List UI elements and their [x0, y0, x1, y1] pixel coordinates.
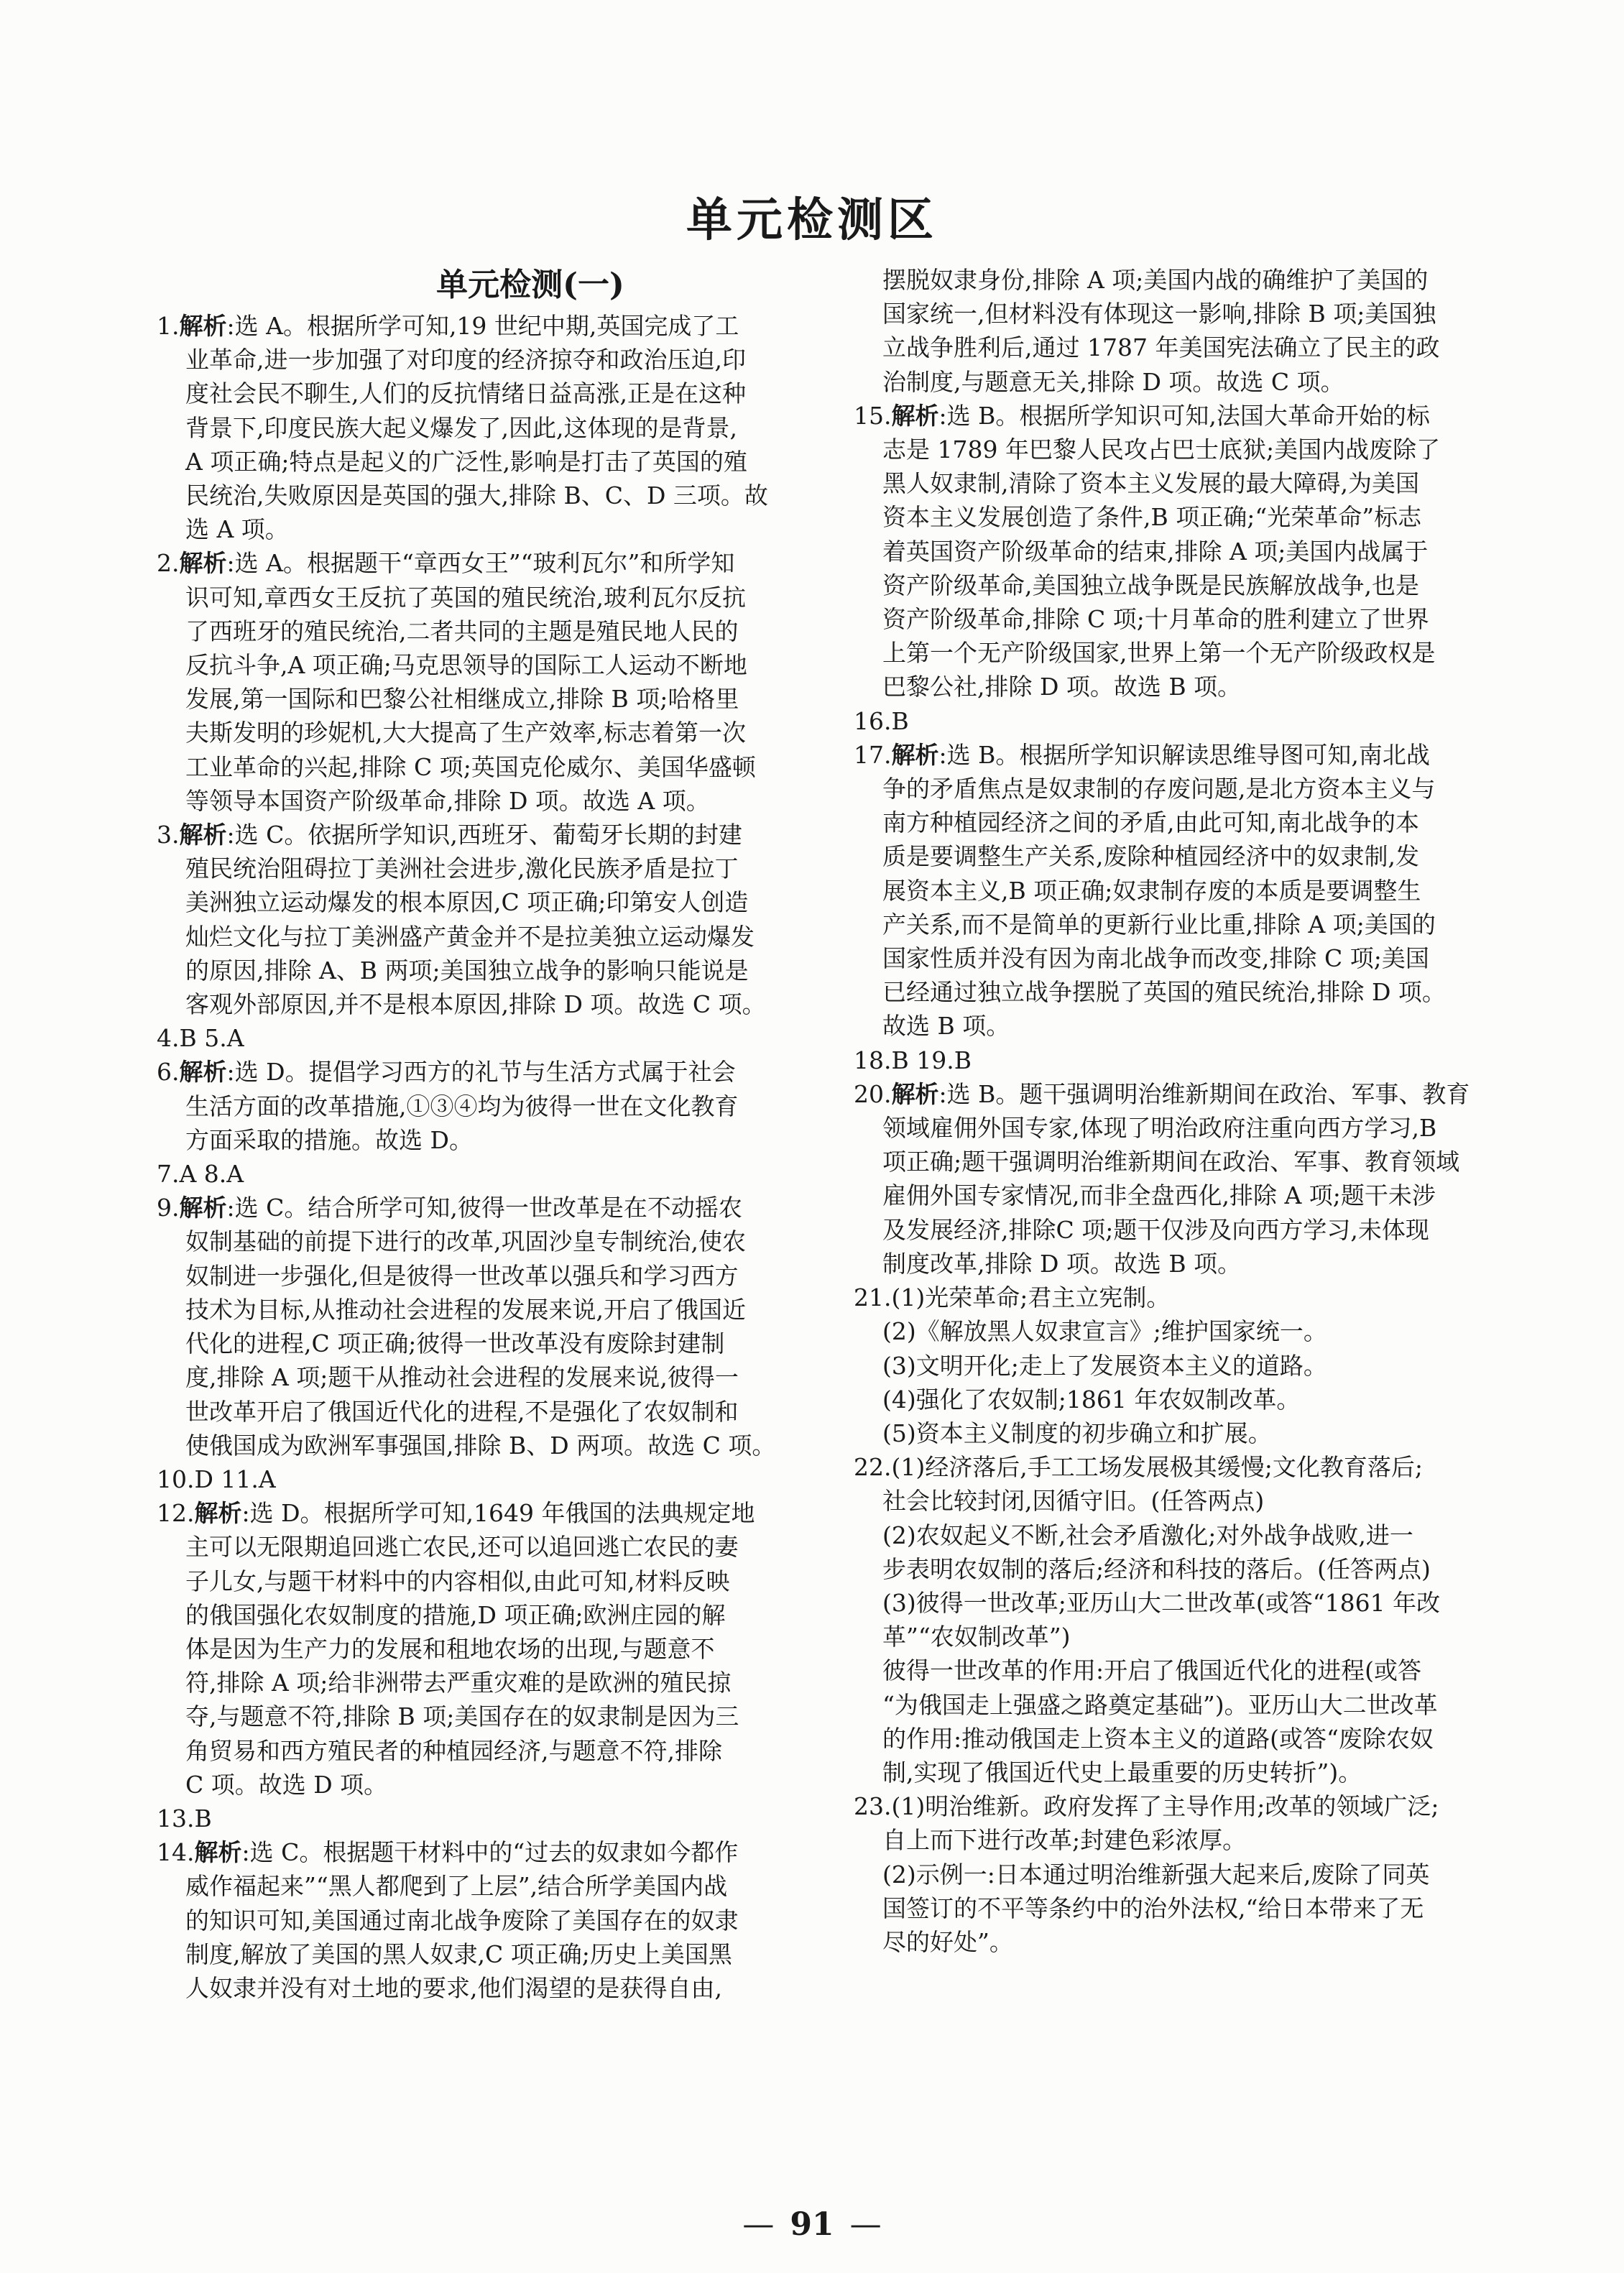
section-title: 单元检测(一) [436, 267, 624, 303]
text-line: 质是要调整生产关系,废除种植园经济中的奴隶制,发 [882, 842, 1419, 871]
text-line: 民统治,失败原因是英国的强大,排除 B、C、D 三项。故 [185, 481, 768, 510]
text-line: 立战争胜利后,通过 1787 年美国宪法确立了民主的政 [882, 333, 1440, 362]
text-line: 背景下,印度民族大起义爆发了,因此,这体现的是背景, [185, 413, 737, 442]
text-line: 制度,解放了美国的黑人奴隶,C 项正确;历史上美国黑 [185, 1940, 732, 1968]
text-line: (5)资本主义制度的初步确立和扩展。 [882, 1419, 1272, 1447]
text-line: 度社会民不聊生,人们的反抗情绪日益高涨,正是在这种 [185, 379, 746, 408]
text-line: 17.解析:选 B。根据所学知识解读思维导图可知,南北战 [854, 740, 1430, 769]
text-line: 已经通过独立战争摆脱了英国的殖民统治,排除 D 项。 [882, 978, 1446, 1007]
text-line: 美洲独立运动爆发的根本原因,C 项正确;印第安人创造 [185, 888, 749, 917]
text-line: 度,排除 A 项;题干从推动社会进程的发展来说,彼得一 [185, 1363, 739, 1392]
text-line: (2)农奴起义不断,社会矛盾激化;对外战争战败,进一 [882, 1521, 1413, 1549]
text-line: 3.解析:选 C。依据所学知识,西班牙、葡萄牙长期的封建 [157, 821, 742, 849]
text-line: 20.解析:选 B。题干强调明治维新期间在政治、军事、教育 [854, 1079, 1470, 1108]
text-line: 彼得一世改革的作用:开启了俄国近代化的进程(或答 [882, 1656, 1421, 1685]
text-line: 南方种植园经济之间的矛盾,由此可知,南北战争的本 [882, 808, 1419, 837]
text-line: 展资本主义,B 项正确;奴隶制存废的本质是要调整生 [882, 876, 1421, 905]
text-line: 1.解析:选 A。根据所学可知,19 世纪中期,英国完成了工 [157, 312, 739, 340]
text-line: 灿烂文化与拉丁美洲盛产黄金并不是拉美独立运动爆发 [185, 922, 755, 951]
text-line: (3)彼得一世改革;亚历山大二世改革(或答“1861 年改 [882, 1588, 1441, 1617]
page-title: 单元检测区 [686, 193, 938, 247]
text-line: 产关系,而不是简单的更新行业比重,排除 A 项;美国的 [882, 910, 1436, 939]
text-line: 世改革开启了俄国近代化的进程,不是强化了农奴制和 [185, 1397, 739, 1426]
text-line: 反抗斗争,A 项正确;马克思领导的国际工人运动不断地 [185, 651, 747, 680]
text-line: 子儿女,与题干材料中的内容相似,由此可知,材料反映 [185, 1567, 730, 1595]
text-line: 奴制进一步强化,但是彼得一世改革以强兵和学习西方 [185, 1261, 739, 1290]
text-line: 国家统一,但材料没有体现这一影响,排除 B 项;美国独 [882, 300, 1436, 328]
text-line: 革”“农奴制改革”) [882, 1623, 1071, 1651]
text-line: 威作福起来”“黑人都爬到了上层”,结合所学美国内战 [185, 1872, 728, 1901]
right-column [854, 263, 1601, 1959]
text-line: A 项正确;特点是起义的广泛性,影响是打击了英国的殖 [185, 447, 747, 476]
text-line: 工业革命的兴起,排除 C 项;英国克伦威尔、美国华盛顿 [185, 752, 756, 781]
text-line: 领域雇佣外国专家,体现了明治政府注重向西方学习,B [882, 1114, 1437, 1143]
text-line: 7.A 8.A [157, 1160, 244, 1189]
text-line: 国签订的不平等条约中的治外法权,“给日本带来了无 [882, 1894, 1424, 1922]
text-line: 步表明农奴制的落后;经济和科技的落后。(任答两点) [882, 1554, 1431, 1583]
text-line: (4)强化了农奴制;1861 年农奴制改革。 [882, 1385, 1301, 1414]
text-line: 奴制基础的前提下进行的改革,巩固沙皇专制统治,使农 [185, 1227, 746, 1256]
text-line: 夺,与题意不符,排除 B 项;美国存在的奴隶制是因为三 [185, 1702, 739, 1731]
text-line: 符,排除 A 项;给非洲带去严重灾难的是欧洲的殖民掠 [185, 1669, 732, 1697]
text-line: 制,实现了俄国近代史上最重要的历史转折”)。 [882, 1758, 1362, 1786]
text-line: 夫斯发明的珍妮机,大大提高了生产效率,标志着第一次 [185, 719, 746, 747]
text-line: 选 A 项。 [185, 515, 289, 544]
text-line: 业革命,进一步加强了对印度的经济掠夺和政治压迫,印 [185, 346, 746, 374]
page-number-dash-left: — [742, 2206, 775, 2243]
text-line: 资产阶级革命,美国独立战争既是民族解放战争,也是 [882, 571, 1419, 599]
text-line: 21.(1)光荣革命;君主立宪制。 [854, 1283, 1171, 1312]
text-line: 志是 1789 年巴黎人民攻占巴士底狱;美国内战废除了 [882, 435, 1441, 464]
right-column-text [854, 263, 1601, 1959]
text-line: 客观外部原因,并不是根本原因,排除 D 项。故选 C 项。 [185, 990, 766, 1019]
text-line: 22.(1)经济落后,手工工场发展极其缓慢;文化教育落后; [854, 1453, 1423, 1482]
text-line: 的原因,排除 A、B 两项;美国独立战争的影响只能说是 [185, 956, 749, 985]
text-line: 体是因为生产力的发展和租地农场的出现,与题意不 [185, 1634, 715, 1663]
text-line: 15.解析:选 B。根据所学知识可知,法国大革命开始的标 [854, 401, 1430, 430]
text-line: 故选 B 项。 [882, 1012, 1010, 1041]
text-line: 项正确;题干强调明治维新期间在政治、军事、教育领域 [882, 1148, 1460, 1176]
text-line: 16.B [854, 706, 909, 735]
text-line: 12.解析:选 D。根据所学可知,1649 年俄国的法典规定地 [157, 1499, 755, 1528]
text-line: 及发展经济,排除C 项;题干仅涉及向西方学习,未体现 [882, 1215, 1429, 1244]
text-line: 方面采取的措施。故选 D。 [185, 1125, 473, 1154]
text-line: 制度改革,排除 D 项。故选 B 项。 [882, 1249, 1242, 1278]
text-line: 发展,第一国际和巴黎公社相继成立,排除 B 项;哈格里 [185, 685, 739, 714]
text-line: 尽的好处”。 [882, 1927, 1013, 1956]
text-line: 社会比较封闭,因循守旧。(任答两点) [882, 1487, 1265, 1516]
text-line: (3)文明开化;走上了发展资本主义的道路。 [882, 1351, 1327, 1380]
text-line: 使俄国成为欧洲军事强国,排除 B、D 两项。故选 C 项。 [185, 1431, 776, 1460]
page-number [0, 2206, 1624, 2243]
text-line: 资产阶级革命,排除 C 项;十月革命的胜利建立了世界 [882, 605, 1429, 634]
text-line: 争的矛盾焦点是奴隶制的存废问题,是北方资本主义与 [882, 775, 1436, 803]
text-line: 着英国资产阶级革命的结束,排除 A 项;美国内战属于 [882, 537, 1429, 566]
text-line: 殖民统治阻碍拉丁美洲社会进步,激化民族矛盾是拉丁 [185, 854, 739, 883]
text-line: 代化的进程,C 项正确;彼得一世改革没有废除封建制 [185, 1329, 725, 1358]
text-line: 巴黎公社,排除 D 项。故选 B 项。 [882, 673, 1242, 701]
text-line: 治制度,与题意无关,排除 D 项。故选 C 项。 [882, 367, 1344, 396]
left-column-text [157, 309, 904, 2005]
text-line: 上第一个无产阶级国家,世界上第一个无产阶级政权是 [882, 639, 1436, 668]
text-line: 2.解析:选 A。根据题干“章西女王”“玻利瓦尔”和所学知 [157, 549, 735, 578]
text-line: 自上而下进行改革;封建色彩浓厚。 [882, 1826, 1247, 1855]
text-line: 雇佣外国专家情况,而非全盘西化,排除 A 项;题干未涉 [882, 1181, 1436, 1210]
text-line: 23.(1)明治维新。政府发挥了主导作用;改革的领域广泛; [854, 1792, 1439, 1821]
text-line: (2)《解放黑人奴隶宣言》;维护国家统一。 [882, 1317, 1327, 1346]
text-line: 角贸易和西方殖民者的种植园经济,与题意不符,排除 [185, 1736, 722, 1765]
text-line: 技术为目标,从推动社会进程的发展来说,开启了俄国近 [185, 1295, 746, 1324]
text-line: 摆脱奴隶身份,排除 A 项;美国内战的确维护了美国的 [882, 266, 1429, 294]
text-line: 主可以无限期追回逃亡农民,还可以追回逃亡农民的妻 [185, 1533, 739, 1562]
text-line: 的俄国强化农奴制度的措施,D 项正确;欧洲庄园的解 [185, 1600, 726, 1629]
text-line: C 项。故选 D 项。 [185, 1770, 388, 1799]
text-line: 国家性质并没有因为南北战争而改变,排除 C 项;美国 [882, 944, 1429, 973]
text-line: 18.B 19.B [854, 1046, 972, 1074]
text-line: 9.解析:选 C。结合所学可知,彼得一世改革是在不动摇农 [157, 1194, 742, 1222]
text-line: 了西班牙的殖民统治,二者共同的主题是殖民地人民的 [185, 617, 739, 645]
left-column [157, 266, 904, 2005]
page-number-value: 91 [790, 2206, 834, 2243]
text-line: 4.B 5.A [157, 1024, 244, 1053]
text-line: 6.解析:选 D。提倡学习西方的礼节与生活方式属于社会 [157, 1058, 736, 1087]
text-line: 人奴隶并没有对土地的要求,他们渴望的是获得自由, [185, 1973, 722, 2002]
text-line: 14.解析:选 C。根据题干材料中的“过去的奴隶如今都作 [157, 1838, 739, 1867]
text-line: (2)示例一:日本通过明治维新强大起来后,废除了同英 [882, 1860, 1430, 1889]
text-line: “为俄国走上强盛之路奠定基础”)。亚历山大二世改革 [882, 1690, 1438, 1719]
text-line: 10.D 11.A [157, 1465, 276, 1493]
text-line: 13.B [157, 1804, 212, 1832]
text-line: 等领导本国资产阶级革命,排除 D 项。故选 A 项。 [185, 786, 710, 815]
page-number-dash-right: — [849, 2206, 882, 2243]
text-line: 识可知,章西女王反抗了英国的殖民统治,玻利瓦尔反抗 [185, 583, 746, 612]
text-line: 生活方面的改革措施,①③④均为彼得一世在文化教育 [185, 1092, 739, 1120]
text-line: 的作用:推动俄国走上资本主义的道路(或答“废除农奴 [882, 1724, 1434, 1753]
text-line: 的知识可知,美国通过南北战争废除了美国存在的奴隶 [185, 1906, 739, 1935]
text-line: 资本主义发展创造了条件,B 项正确;“光荣革命”标志 [882, 503, 1422, 532]
text-line: 黑人奴隶制,清除了资本主义发展的最大障碍,为美国 [882, 469, 1419, 498]
